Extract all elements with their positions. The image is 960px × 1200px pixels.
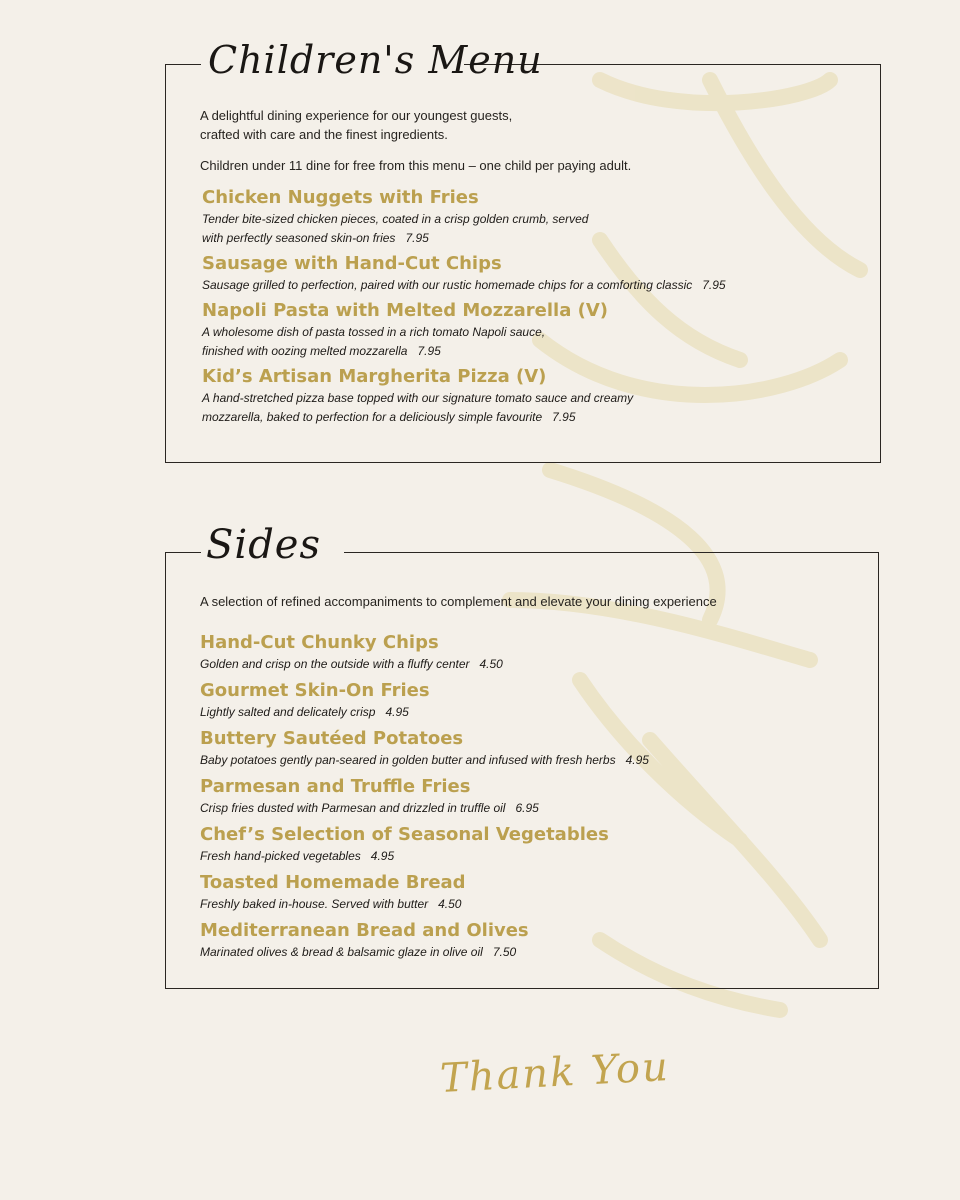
side-item: [200, 680, 430, 722]
side-item-name: Gourmet Skin-On Fries: [200, 680, 430, 701]
menu-item-price: 7.95: [702, 278, 726, 292]
menu-item-name: Kid’s Artisan Margherita Pizza (V): [202, 366, 547, 387]
side-item: [200, 776, 539, 818]
side-item-price: 4.95: [385, 705, 409, 719]
side-item-price: 4.50: [438, 897, 462, 911]
side-item-name: Hand-Cut Chunky Chips: [200, 632, 439, 653]
side-item-description: Golden and crisp on the outside with a fluffy center 4.50: [200, 657, 503, 671]
menu-item-description: A wholesome dish of pasta tossed in a rich tomato Napoli sauce, finished with oozing melted mozzarella 7.95: [202, 325, 546, 358]
menu-item-name: Chicken Nuggets with Fries: [202, 187, 479, 208]
side-item: [200, 824, 609, 866]
childrens-menu-intro: [200, 106, 512, 144]
side-item-price: 6.95: [515, 801, 539, 815]
side-item-price: 7.50: [492, 945, 517, 959]
menu-item-name: Napoli Pasta with Melted Mozzarella (V): [202, 300, 608, 321]
menu-item: [202, 187, 588, 248]
side-item-name: Parmesan and Truffle Fries: [200, 776, 471, 797]
side-item-description: Marinated olives & bread & balsamic glaze in olive oil 7.50: [200, 945, 517, 959]
menu-item: [202, 366, 633, 427]
side-item-name: Toasted Homemade Bread: [200, 872, 466, 893]
side-item-description: Fresh hand-picked vegetables 4.95: [200, 849, 395, 863]
side-item: [200, 632, 503, 674]
side-item-description: Crisp fries dusted with Parmesan and drizzled in truffle oil 6.95: [200, 801, 539, 815]
childrens-menu-title: Children's Menu: [208, 38, 543, 82]
side-item-description: Baby potatoes gently pan-seared in golden butter and infused with fresh herbs 4.95: [200, 753, 649, 767]
side-item: [200, 728, 649, 770]
sides-intro: A selection of refined accompaniments to complement and elevate your dining experience: [200, 594, 717, 609]
menu-item-description: Tender bite-sized chicken pieces, coated in a crisp golden crumb, served with perfectly seasoned skin-on fries 7.95: [202, 212, 589, 245]
side-item-description: Lightly salted and delicately crisp 4.95: [200, 705, 409, 719]
menu-item: [202, 300, 608, 361]
side-item: [200, 872, 466, 914]
side-item-price: 4.95: [370, 849, 395, 863]
side-item-name: Chef’s Selection of Seasonal Vegetables: [200, 824, 609, 845]
sides-title: Sides: [206, 522, 321, 568]
menu-item-name: Sausage with Hand-Cut Chips: [202, 253, 502, 274]
side-item-name: Mediterranean Bread and Olives: [200, 920, 529, 941]
childrens-menu-note: Children under 11 dine for free from this menu – one child per paying adult.: [200, 158, 632, 173]
side-item: [200, 920, 529, 962]
side-item-price: 4.50: [479, 657, 503, 671]
menu-item: [202, 253, 726, 295]
menu-item-price: 7.95: [552, 410, 576, 424]
menu-item-description: A hand-stretched pizza base topped with our signature tomato sauce and creamy mozzarella, baked to perfection for a deliciously simple favourite 7.95: [202, 391, 634, 424]
side-item-price: 4.95: [625, 753, 649, 767]
menu-item-price: 7.95: [405, 231, 429, 245]
intro-line-2: crafted with care and the finest ingredients.: [200, 127, 448, 142]
side-item-description: Freshly baked in-house. Served with butter 4.50: [200, 897, 462, 911]
menu-item-price: 7.95: [417, 344, 441, 358]
thank-you-text: Thank You: [438, 1044, 671, 1102]
menu-item-description: Sausage grilled to perfection, paired with our rustic homemade chips for a comforting classic 7.95: [202, 278, 726, 292]
side-item-name: Buttery Sautéed Potatoes: [200, 728, 464, 749]
intro-line-1: A delightful dining experience for our youngest guests,: [200, 108, 513, 123]
